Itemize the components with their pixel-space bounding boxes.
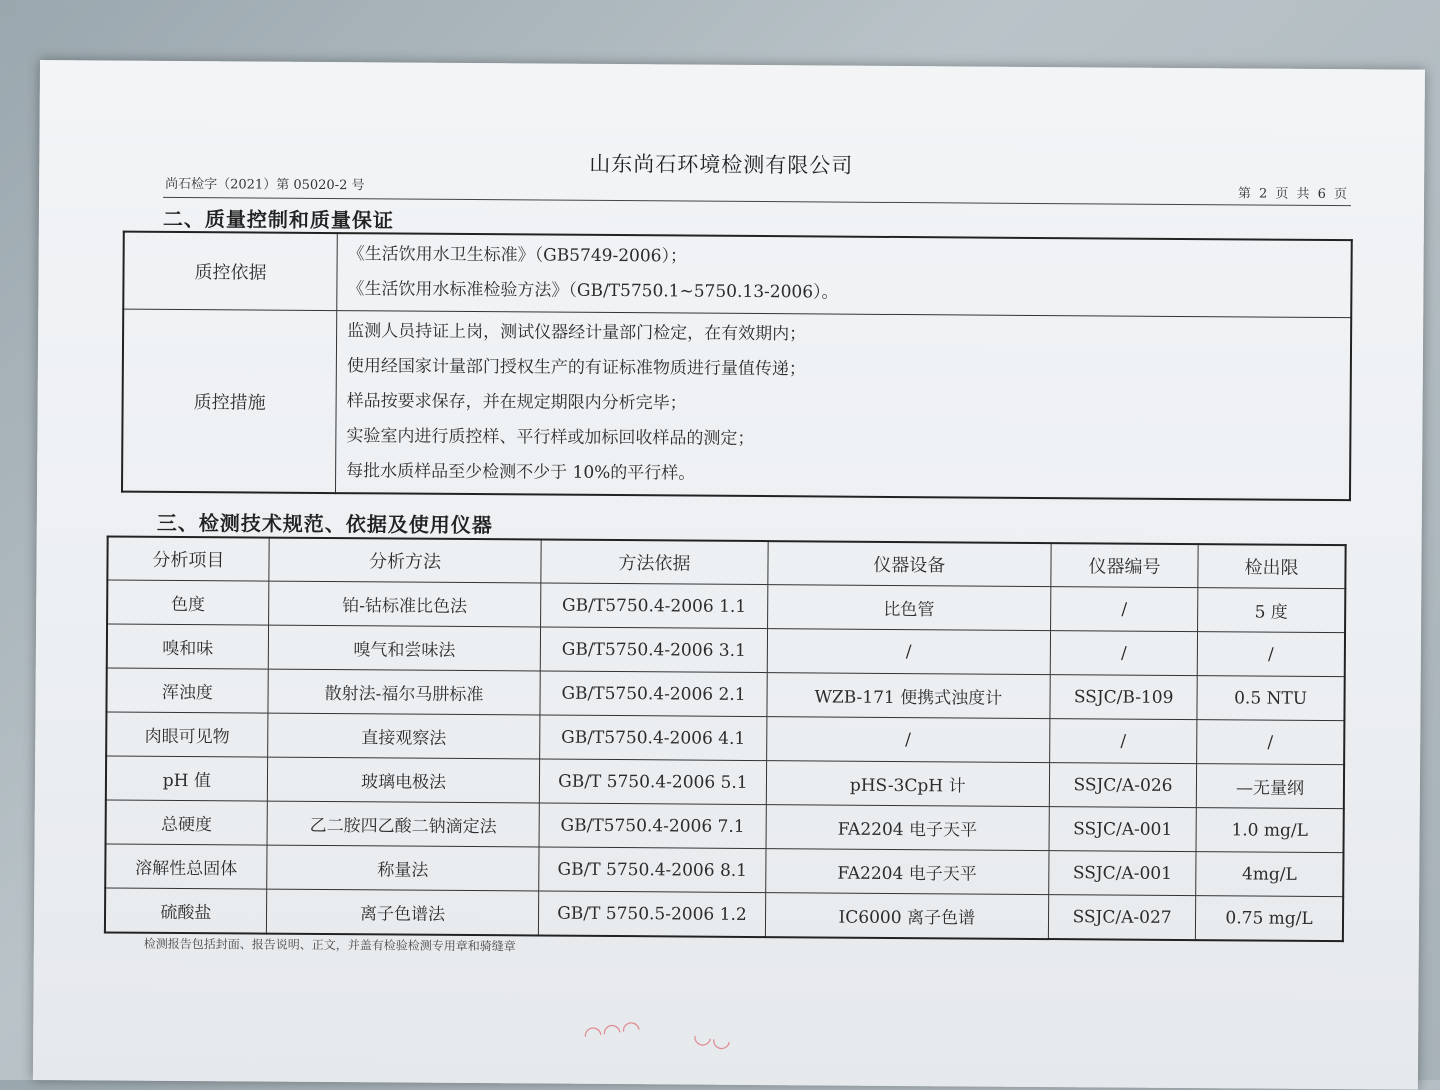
qc-line: 《生活饮用水标准检验方法》（GB/T5750.1~5750.13-2006）。 [347, 279, 839, 303]
table-cell: 乙二胺四乙酸二钠滴定法 [267, 801, 540, 847]
qc-label: 质控措施 [122, 309, 337, 493]
report-page [33, 60, 1425, 1090]
table-cell: GB/T5750.4-2006 3.1 [541, 627, 767, 673]
table-cell: / [1050, 631, 1197, 676]
table-cell: 4mg/L [1196, 852, 1344, 897]
table-cell: / [766, 717, 1050, 763]
table-cell: / [767, 629, 1051, 675]
table-cell: pHS-3CpH 计 [766, 761, 1050, 807]
table-cell: 散射法-福尔马肼标准 [268, 669, 541, 715]
table-cell: / [1197, 632, 1345, 677]
table-cell: SSJC/A-026 [1049, 763, 1196, 808]
table-cell: 玻璃电极法 [267, 757, 540, 803]
page-content [103, 60, 1360, 1089]
table-cell: 0.75 mg/L [1196, 896, 1344, 942]
table-cell: GB/T5750.4-2006 1.1 [541, 583, 767, 629]
footnote: 检测报告包括封面、报告说明、正文，并盖有检验检测专用章和骑缝章 [143, 936, 516, 954]
table-cell: GB/T5750.4-2006 2.1 [540, 671, 766, 717]
table-cell: 硫酸盐 [105, 888, 266, 934]
qc-line: 监测人员持证上岗，测试仪器经计量部门检定，在有效期内； [347, 321, 807, 345]
qc-row-measures [122, 309, 1351, 500]
table-cell: GB/T5750.4-2006 7.1 [539, 803, 765, 849]
methods-instruments-table [104, 535, 1347, 942]
table-cell: 溶解性总固体 [105, 844, 266, 889]
table-cell: 色度 [107, 580, 268, 625]
table-cell: 1.0 mg/L [1196, 808, 1344, 853]
column-header: 仪器设备 [767, 541, 1051, 586]
column-header: 仪器编号 [1051, 543, 1198, 588]
qc-content [335, 311, 1351, 501]
table-cell: 直接观察法 [267, 713, 540, 759]
table-cell: 5 度 [1198, 588, 1346, 633]
table-cell: GB/T 5750.4-2006 8.1 [539, 847, 765, 893]
table-cell: GB/T5750.4-2006 4.1 [540, 715, 766, 761]
table-cell: GB/T 5750.4-2006 5.1 [540, 759, 766, 805]
table-cell: / [1197, 720, 1345, 765]
table-cell: SSJC/A-027 [1048, 895, 1195, 941]
qc-line: 实验室内进行质控样、平行样或加标回收样品的测定； [346, 426, 755, 449]
table-cell: —无量纲 [1196, 764, 1344, 809]
table-cell: FA2204 电子天平 [765, 849, 1049, 895]
qc-line: 使用经国家计量部门授权生产的有证标准物质进行量值传递； [346, 356, 806, 380]
qc-line: 每批水质样品至少检测不少于 10%的平行样。 [346, 461, 696, 484]
table-cell: 嗅和味 [107, 624, 268, 669]
table-cell: 离子色谱法 [266, 889, 539, 935]
table-cell: 铂-钴标准比色法 [268, 581, 541, 627]
red-seal-stamp: ◡◡ [691, 1021, 734, 1054]
section3-title: 三、检测技术规范、依据及使用仪器 [156, 510, 493, 538]
column-header: 检出限 [1198, 544, 1346, 589]
document-number: 尚石检字（2021）第 05020-2 号 [165, 176, 365, 194]
table-cell: 总硬度 [106, 800, 267, 845]
qc-line: 样品按要求保存，并在规定期限内分析完毕； [346, 391, 687, 414]
table-cell: 0.5 NTU [1197, 676, 1345, 721]
qc-line: 《生活饮用水卫生标准》（GB5749-2006）； [347, 244, 688, 267]
table-cell: WZB-171 便携式浊度计 [766, 673, 1050, 719]
page-indicator: 第 2 页 共 6 页 [1237, 186, 1350, 203]
qc-label: 质控依据 [123, 232, 337, 311]
table-cell: 嗅气和尝味法 [268, 625, 541, 671]
table-cell: / [1051, 587, 1198, 632]
company-name: 山东尚石环境检测有限公司 [589, 151, 854, 178]
section2-title: 二、质量控制和质量保证 [162, 206, 394, 233]
table-cell: IC6000 离子色谱 [765, 893, 1049, 939]
column-header: 方法依据 [541, 540, 767, 585]
table-cell: FA2204 电子天平 [766, 805, 1050, 851]
table-cell: 浑浊度 [106, 668, 267, 713]
table-cell: SSJC/A-001 [1049, 807, 1196, 852]
quality-control-table [121, 231, 1353, 502]
table-cell: SSJC/A-001 [1049, 851, 1196, 896]
column-header: 分析项目 [107, 536, 268, 581]
column-header: 分析方法 [269, 538, 542, 583]
table-cell: SSJC/B-109 [1050, 675, 1197, 720]
table-cell: GB/T 5750.5-2006 1.2 [539, 891, 765, 937]
qc-row-basis [123, 232, 1352, 318]
table-cell: 称量法 [266, 845, 539, 891]
table-row [105, 888, 1343, 941]
red-seal-stamp: ◠◠◠ [581, 1015, 643, 1049]
table-cell: / [1050, 719, 1197, 764]
table-cell: 比色管 [767, 585, 1051, 631]
table-cell: 肉眼可见物 [106, 712, 267, 757]
table-cell: pH 值 [106, 756, 267, 801]
qc-content [337, 233, 1352, 318]
